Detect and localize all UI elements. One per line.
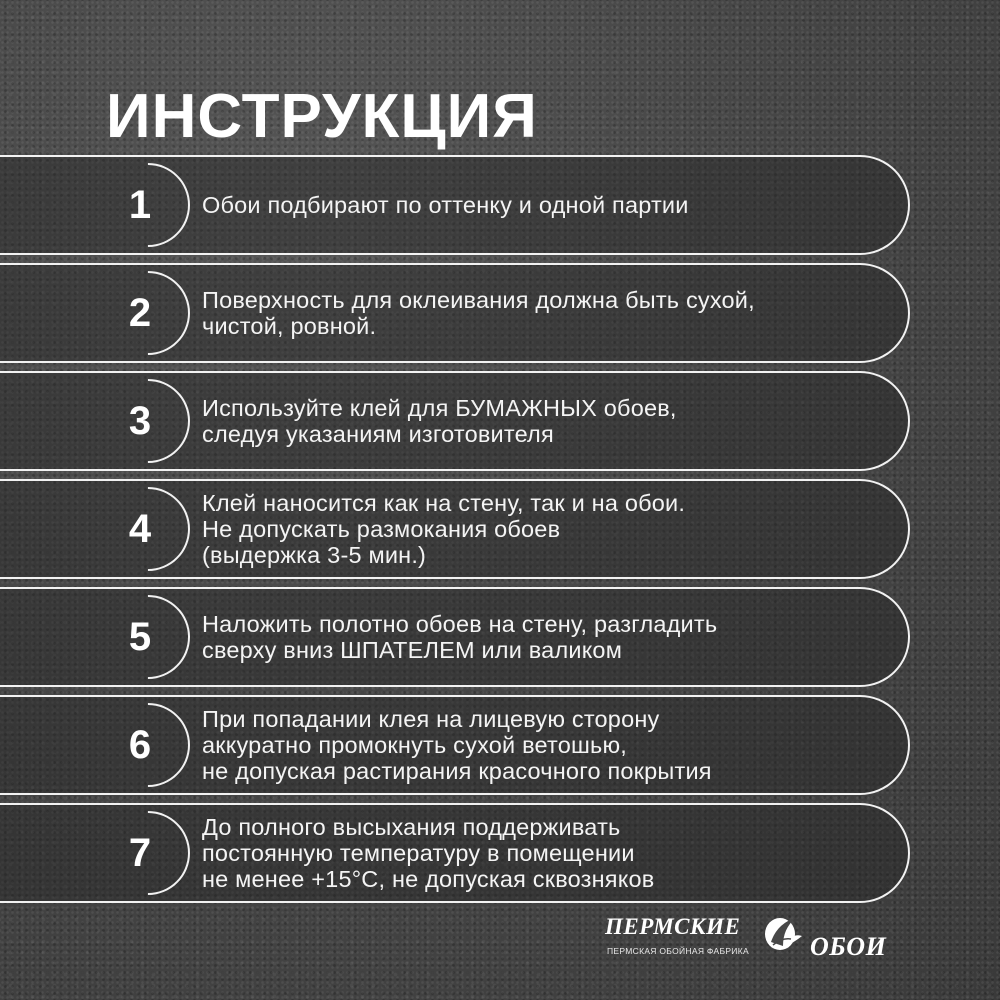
step-line: Наложить полотно обоев на стену, разгладить: [202, 611, 718, 637]
step-text: [202, 706, 878, 784]
step-line: Поверхность для оклеивания должна быть сухой,: [202, 287, 755, 313]
step-text: [202, 192, 878, 218]
step-line: следуя указаниям изготовителя: [202, 421, 554, 447]
step-7: [0, 803, 910, 903]
logo-top-text: ПЕРМСКИЕ: [605, 914, 741, 939]
step-text: [202, 287, 878, 339]
step-line: не допуская растирания красочного покрытия: [202, 758, 712, 784]
brand-logo: [605, 910, 905, 970]
step-number: 3: [128, 399, 152, 443]
step-line: Используйте клей для БУМАЖНЫХ обоев,: [202, 395, 677, 421]
step-text: [202, 490, 878, 568]
step-number: 6: [128, 723, 152, 767]
step-line: Клей наносится как на стену, так и на обои.: [202, 490, 686, 516]
leaf-swirl-icon: [761, 912, 803, 954]
step-line: постоянную температуру в помещении: [202, 840, 635, 866]
step-3: [0, 371, 910, 471]
step-line: аккуратно промокнуть сухой ветошью,: [202, 732, 628, 758]
step-text: [202, 814, 878, 892]
step-number: 7: [128, 831, 152, 875]
step-line: При попадании клея на лицевую сторону: [202, 706, 660, 732]
step-line: До полного высыхания поддерживать: [202, 814, 621, 840]
step-5: [0, 587, 910, 687]
step-number: 1: [128, 183, 152, 227]
step-line: Обои подбирают по оттенку и одной партии: [202, 192, 689, 218]
step-line: сверху вниз ШПАТЕЛЕМ или валиком: [202, 637, 623, 663]
step-text: [202, 611, 878, 663]
step-4: [0, 479, 910, 579]
step-line: (выдержка 3-5 мин.): [202, 542, 427, 568]
logo-bottom-text: ОБОИ: [810, 932, 887, 961]
step-line: чистой, ровной.: [202, 313, 377, 339]
step-line: Не допускать размокания обоев: [202, 516, 561, 542]
page-title: ИНСТРУКЦИЯ: [106, 82, 538, 151]
step-text: [202, 395, 878, 447]
logo-subtitle: ПЕРМСКАЯ ОБОЙНАЯ ФАБРИКА: [607, 946, 749, 956]
step-1: [0, 155, 910, 255]
step-number: 5: [128, 615, 152, 659]
step-2: [0, 263, 910, 363]
step-line: не менее +15°С, не допуская сквозняков: [202, 866, 655, 892]
step-number: 4: [128, 507, 152, 551]
step-6: [0, 695, 910, 795]
step-number: 2: [128, 291, 152, 335]
